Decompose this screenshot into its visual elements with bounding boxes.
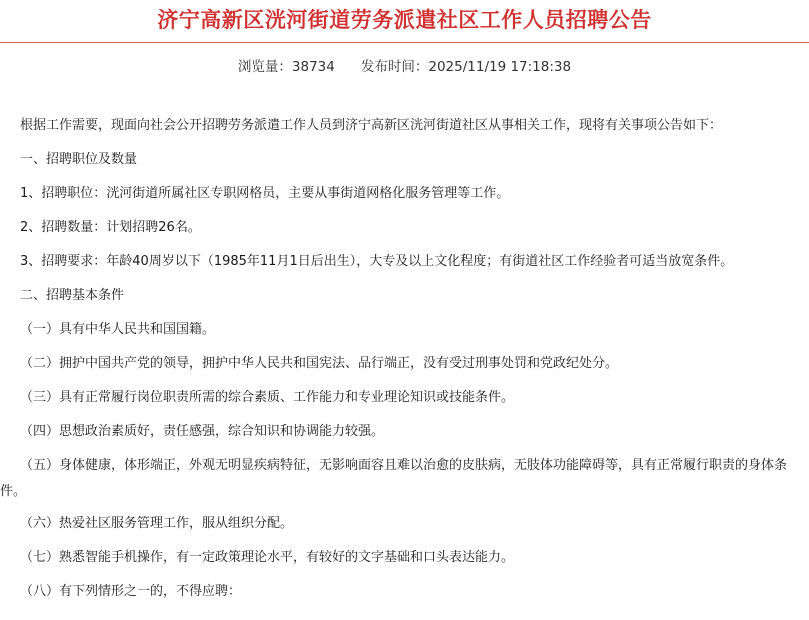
section-heading-conditions: 二、招聘基本条件 [20, 288, 125, 303]
publish-label: 发布时间： [360, 59, 429, 75]
condition-4: （四）思想政治素质好，责任感强，综合知识和协调能力较强。 [20, 424, 385, 439]
condition-2: （二）拥护中国共产党的领导，拥护中华人民共和国宪法、品行端正，没有受过刑事处罚和党政纪处分。 [20, 356, 619, 371]
condition-1: （一）具有中华人民共和国国籍。 [20, 322, 216, 337]
paragraph-position: 1、招聘职位：洸河街道所属社区专职网格员，主要从事街道网格化服务管理等工作。 [20, 186, 510, 201]
paragraph-intro: 根据工作需要，现面向社会公开招聘劳务派遣工作人员到济宁高新区洸河街道社区从事相关工作，现将有关事项公告如下： [20, 118, 723, 133]
condition-3: （三）具有正常履行岗位职责所需的综合素质、工作能力和专业理论知识或技能条件。 [20, 390, 515, 405]
publish-time: 2025/11/19 17:18:38 [428, 59, 572, 75]
paragraph-quantity: 2、招聘数量：计划招聘26名。 [20, 220, 201, 235]
condition-6: （六）热爱社区服务管理工作，服从组织分配。 [20, 516, 294, 531]
section-heading-positions: 一、招聘职位及数量 [20, 152, 138, 167]
condition-7: （七）熟悉智能手机操作，有一定政策理论水平，有较好的文字基础和口头表达能力。 [20, 550, 515, 565]
condition-8: （八）有下列情形之一的，不得应聘： [20, 584, 242, 599]
condition-5: （五）身体健康，体形端正，外观无明显疾病特征，无影响面容且难以治愈的皮肤病，无肢体功能障碍等，具有正常履行职责的身体条件。 [0, 458, 788, 499]
paragraph-requirements: 3、招聘要求：年龄40周岁以下（1985年11月1日后出生），大专及以上文化程度；有街道社区工作经验者可适当放宽条件。 [20, 254, 734, 269]
article-meta [0, 55, 809, 75]
title-divider [0, 42, 809, 43]
views-count: 38734 [291, 59, 335, 75]
views-label: 浏览量： [237, 59, 292, 75]
article-title: 济宁高新区洸河街道劳务派遣社区工作人员招聘公告 [157, 8, 652, 32]
